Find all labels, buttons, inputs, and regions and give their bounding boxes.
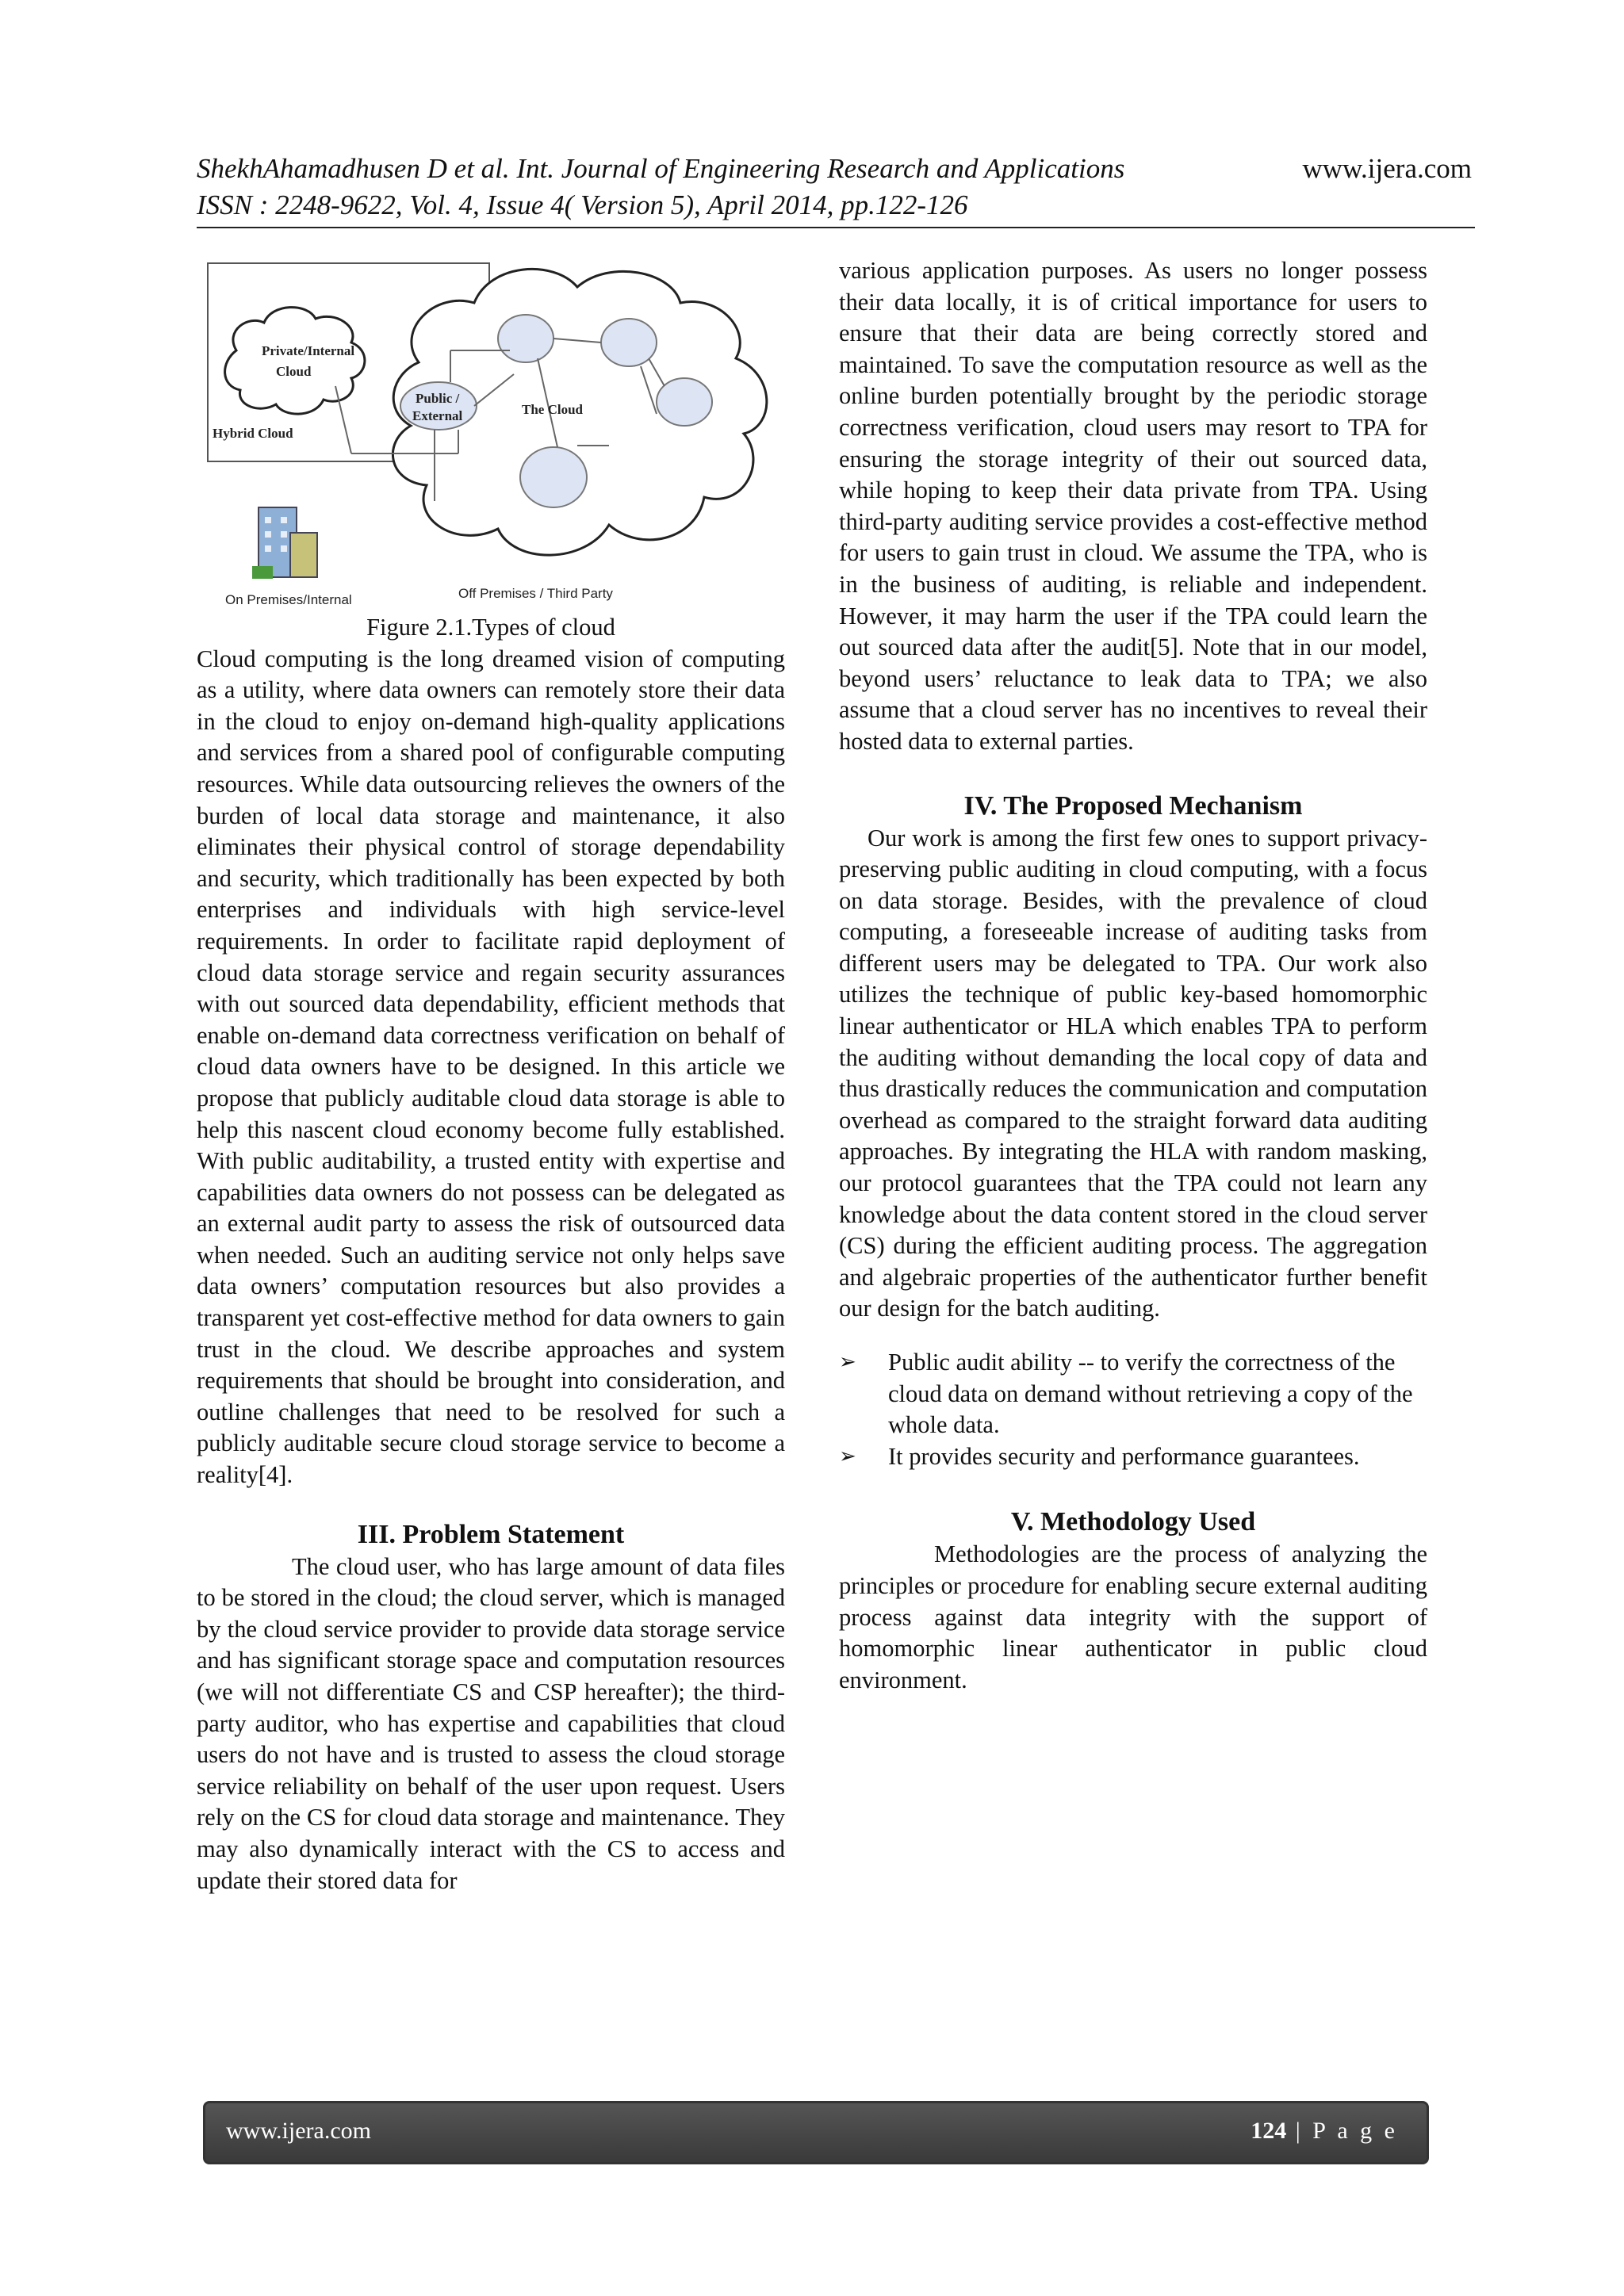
left-column (197, 255, 785, 1896)
features-bullet-list (839, 1347, 1427, 1472)
header-rule (197, 227, 1475, 228)
intro-paragraph: Cloud computing is the long dreamed vision of computing as a utility, where data owners can remotely store their data in the cloud to enjoy on-demand high-quality applications and services from a shared pool of configurable computing resources. While data outsourcing relieves the owners of the burden of local data storage and maintenance, it also eliminates their physical control of storage dependability and security, which traditionally has been expected by both enterprises and individuals with high service-level requirements. In order to facilitate rapid deployment of cloud data storage service and regain security assurances with out sourced data dependability, efficient methods that enable on-demand data correctness verification on behalf of cloud data owners have to be designed. In this article we propose that publicly auditable cloud data storage is able to help this nascent cloud economy become fully established. With public auditability, a trusted entity with expertise and capabilities data owners do not possess can be delegated as an external audit party to assess the risk of outsourced data when needed. Such an auditing service not only helps save data owners’ computation resources but also provides a transparent yet cost-effective method for data owners to gain trust in the cloud. We describe approaches and system requirements that should be brought into consideration, and outline challenges that need to be resolved for such a publicly auditable secure cloud storage service to become a reality[4]. (197, 645, 785, 1489)
node-circle-4 (520, 447, 587, 507)
label-hybrid-cloud: Hybrid Cloud (213, 426, 293, 441)
methodology-paragraph: Methodologies are the process of analyzing the principles or procedure for enabling secure external auditing process against data integrity with the support of homomorphic linear authenticator in public cloud environment. (839, 1540, 1427, 1693)
label-off-premises: Off Premises / Third Party (458, 586, 613, 601)
header-website-link[interactable]: www.ijera.com (1302, 153, 1472, 184)
section-heading-methodology: V. Methodology Used (1010, 1507, 1256, 1537)
bullet-item (839, 1441, 1427, 1473)
label-private-cloud: Cloud (276, 364, 312, 379)
bullet-item (839, 1347, 1427, 1441)
page-footer-bar (203, 2101, 1429, 2164)
label-public: Public / (416, 391, 460, 406)
cloud-types-diagram (197, 255, 785, 612)
private-cloud-shape (225, 308, 365, 415)
label-on-premises: On Premises/Internal (225, 592, 352, 607)
header-line-1 (197, 151, 1472, 187)
label-the-cloud: The Cloud (522, 402, 583, 417)
right-column (839, 255, 1427, 1696)
node-circle-1 (498, 315, 553, 362)
page-number: 124 (1251, 2118, 1287, 2144)
page-word: | P a g e (1286, 2118, 1398, 2144)
section-heading-problem-statement: III. Problem Statement (357, 1519, 625, 1549)
continued-paragraph: various application purposes. As users no longer possess their data locally, it is of critical importance for users to ensure that their data are being correctly stored and maintained. To save the computation resource as well as the online burden potentially brought by the periodic storage correctness verification, cloud users may resort to TPA for ensuring the storage integrity of their out sourced data, while hoping to keep their data private from TPA. Using third-party auditing service provides a cost-effective method for users to gain trust in cloud. We assume the TPA, who is in the business of auditing, is reliable and independent. However, it may harm the user if the TPA could learn the out sourced data after the audit[5]. Note that in our model, beyond users’ reluctance to leak data to TPA; we also assume that a cloud server has no incentives to reveal their hosted data to external parties. (839, 257, 1427, 755)
footer-website-link[interactable]: www.ijera.com (226, 2118, 371, 2144)
section-heading-proposed-mechanism: IV. The Proposed Mechanism (963, 790, 1303, 821)
figure-caption: Figure 2.1.Types of cloud (366, 614, 615, 641)
header-issn-line: ISSN : 2248-9622, Vol. 4, Issue 4( Version 5), April 2014, pp.122-126 (197, 189, 968, 220)
problem-statement-paragraph: The cloud user, who has large amount of data files to be stored in the cloud; the cloud server, which is managed by the cloud service provider to provide data storage service and has significant storage space and computation resources (we will not differentiate CS and CSP hereafter); the third-party auditor, who has expertise and capabilities that cloud users do not have and is trusted to assess the cloud storage service reliability on behalf of the user upon request. Users rely on the CS for cloud data storage and maintenance. They may also dynamically interact with the CS to access and update their stored data for (197, 1552, 785, 1894)
arrow-bullet-icon: ➢ (839, 1444, 856, 1468)
cloud-types-figure (197, 255, 785, 612)
header-authors-journal: ShekhAhamadhusen D et al. Int. Journal of Engineering Research and Applications (197, 153, 1125, 184)
label-external: External (412, 408, 463, 423)
bullet-text: Public audit ability -- to verify the correctness of the cloud data on demand without retrieving a copy of the whole data. (888, 1349, 1413, 1439)
proposed-mechanism-paragraph: Our work is among the first few ones to support privacy-preserving public auditing in cloud computing, with a focus on data storage. Besides, with the prevalence of cloud computing, a foreseeable increase of auditing tasks from different users may be delegated to TPA. Our work also utilizes the technique of public key-based homomorphic linear authenticator or HLA which enables TPA to perform the auditing without demanding the local copy of data and thus drastically reduces the communication and computation overhead as compared to the straight forward data auditing approaches. By integrating the HLA with random masking, our protocol guarantees that the TPA could not learn any knowledge about the data content stored in the cloud server (CS) during the efficient auditing process. The aggregation and algebraic properties of the authenticator further benefit our design for the batch auditing. (839, 824, 1427, 1322)
building-icon (252, 507, 317, 579)
running-header (197, 151, 1472, 224)
page-number-label (1251, 2118, 1398, 2145)
bullet-text: It provides security and performance guarantees. (888, 1442, 1360, 1470)
arrow-bullet-icon: ➢ (839, 1350, 856, 1374)
label-private-internal: Private/Internal (262, 343, 355, 358)
